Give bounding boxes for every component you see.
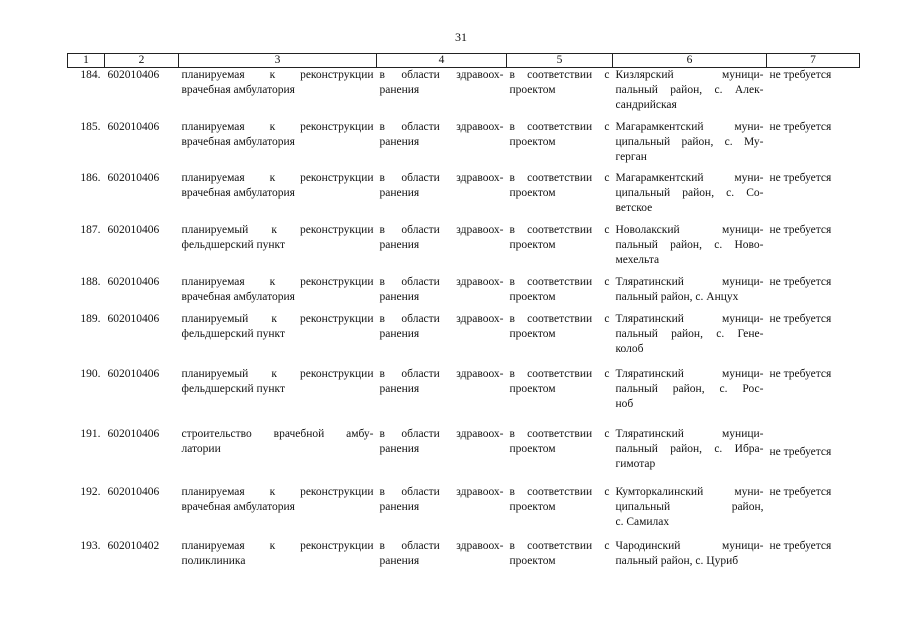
cell-line: гимотар — [615, 457, 656, 470]
table-row — [68, 427, 860, 485]
approval-note-text: не требуется — [769, 120, 832, 133]
object-location — [613, 171, 767, 223]
cell-line: в соответствии с — [509, 485, 610, 498]
cell-line: фельдшерский пункт — [181, 238, 285, 251]
cell-line: ветское — [615, 201, 653, 214]
cell-line: планируемая к реконструкции — [181, 275, 374, 288]
row-number-text: 193. — [80, 539, 101, 552]
table-row — [68, 223, 860, 275]
cell-line: ранения — [379, 84, 420, 96]
row-number — [68, 120, 105, 171]
object-code — [105, 223, 179, 275]
object-name — [179, 539, 377, 599]
cell-line: ранения — [379, 290, 420, 303]
col-header-6: 6 — [613, 54, 767, 68]
row-number-text: 186. — [80, 171, 101, 184]
approval-note-text: не требуется — [769, 312, 832, 325]
cell-line: в соответствии с — [509, 120, 610, 133]
cell-line: планируемая к реконструкции — [181, 69, 374, 81]
cell-line: пальный район, с. Алек- — [615, 84, 764, 96]
cell-line: ноб — [615, 397, 634, 410]
object-basis — [507, 367, 613, 427]
cell-line: проектом — [509, 135, 556, 148]
object-basis — [507, 68, 613, 120]
cell-line: планируемая к реконструкции — [181, 120, 374, 133]
object-basis — [507, 427, 613, 485]
cell-line: ранения — [379, 238, 420, 251]
cell-line: ципальный район, с. Му- — [615, 135, 764, 148]
object-code — [105, 427, 179, 485]
cell-line: в соответствии с — [509, 539, 610, 552]
object-name — [179, 68, 377, 120]
object-code — [105, 275, 179, 312]
approval-note — [767, 68, 860, 120]
cell-line: сандрийская — [615, 99, 677, 111]
object-area — [377, 68, 507, 120]
approval-note — [767, 171, 860, 223]
approval-note — [767, 367, 860, 427]
cell-line: проектом — [509, 238, 556, 251]
object-location — [613, 485, 767, 539]
row-number-text: 191. — [80, 427, 101, 440]
object-area — [377, 171, 507, 223]
cell-line: в области здравоох- — [379, 275, 504, 288]
col-header-4: 4 — [377, 54, 507, 68]
row-number-text: 187. — [80, 223, 101, 236]
object-name — [179, 223, 377, 275]
cell-line: планируемая к реконструкции — [181, 171, 374, 184]
cell-line: Тляратинский муници- — [615, 427, 764, 440]
cell-line: в соответствии с — [509, 312, 610, 325]
cell-line: пальный район, с. Цуриб — [615, 554, 739, 567]
object-location — [613, 539, 767, 599]
cell-line: пальный район, с. Ново- — [615, 238, 764, 251]
object-code-text: 602010406 — [107, 171, 160, 184]
object-area — [377, 539, 507, 599]
col-header-3: 3 — [179, 54, 377, 68]
cell-line: ранения — [379, 442, 420, 455]
object-code-text: 602010406 — [107, 69, 160, 81]
cell-line: ципальный район, — [615, 500, 764, 513]
object-area — [377, 312, 507, 367]
cell-line: мехельта — [615, 253, 660, 266]
object-area — [377, 427, 507, 485]
cell-line: Тляратинский муници- — [615, 312, 764, 325]
object-name — [179, 171, 377, 223]
cell-line: пальный район, с. Рос- — [615, 382, 764, 395]
approval-note-text: не требуется — [769, 275, 832, 288]
cell-line: врачебная амбулатория — [181, 135, 295, 148]
object-code-text: 602010406 — [107, 223, 160, 236]
object-name — [179, 427, 377, 485]
table-row — [68, 485, 860, 539]
table-row — [68, 367, 860, 427]
object-basis — [507, 539, 613, 599]
object-area — [377, 367, 507, 427]
approval-note — [767, 223, 860, 275]
table-row — [68, 120, 860, 171]
cell-line: планируемый к реконструкции — [181, 312, 374, 325]
approval-note-text: не требуется — [769, 171, 832, 184]
object-name — [179, 275, 377, 312]
table-row — [68, 68, 860, 120]
row-number-text: 190. — [80, 367, 101, 380]
row-number-text: 184. — [80, 69, 101, 81]
row-number — [68, 275, 105, 312]
cell-line: строительство врачебной амбу- — [181, 427, 374, 440]
cell-line: в соответствии с — [509, 275, 610, 288]
row-number — [68, 312, 105, 367]
approval-note-text: не требуется — [769, 485, 832, 498]
row-number-text: 188. — [80, 275, 101, 288]
row-number-text: 192. — [80, 485, 101, 498]
cell-line: Чародинский муници- — [615, 539, 764, 552]
cell-line: Новолакский муници- — [615, 223, 764, 236]
object-basis — [507, 120, 613, 171]
cell-line: проектом — [509, 290, 556, 303]
cell-line: в области здравоох- — [379, 69, 504, 81]
cell-line: Кизлярский муници- — [615, 69, 764, 81]
cell-line: пальный район, с. Ибра- — [615, 442, 764, 455]
cell-line: ципальный район, с. Со- — [615, 186, 764, 199]
cell-line: в области здравоох- — [379, 312, 504, 325]
cell-line: фельдшерский пункт — [181, 327, 285, 340]
cell-line: Магарамкентский муни- — [615, 120, 764, 133]
cell-line: фельдшерский пункт — [181, 382, 285, 395]
registry-table — [67, 53, 860, 599]
table-row — [68, 171, 860, 223]
object-location — [613, 275, 767, 312]
row-number — [68, 68, 105, 120]
object-area — [377, 223, 507, 275]
row-number-text: 185. — [80, 120, 101, 133]
approval-note — [767, 539, 860, 599]
row-number — [68, 223, 105, 275]
table-row — [68, 275, 860, 312]
cell-line: в области здравоох- — [379, 120, 504, 133]
object-code — [105, 68, 179, 120]
cell-line: Магарамкентский муни- — [615, 171, 764, 184]
approval-note-text: не требуется — [769, 69, 832, 81]
row-number — [68, 485, 105, 539]
table-row — [68, 539, 860, 599]
cell-line: пальный район, с. Гене- — [615, 327, 764, 340]
cell-line: проектом — [509, 554, 556, 567]
object-name — [179, 367, 377, 427]
cell-line: в соответствии с — [509, 171, 610, 184]
object-code — [105, 367, 179, 427]
object-code-text: 602010406 — [107, 275, 160, 288]
approval-note — [767, 312, 860, 367]
cell-line: планируемый к реконструкции — [181, 223, 374, 236]
object-area — [377, 485, 507, 539]
object-code-text: 602010402 — [107, 539, 160, 552]
cell-line: ранения — [379, 554, 420, 567]
table-row — [68, 312, 860, 367]
cell-line: проектом — [509, 84, 556, 96]
object-location — [613, 367, 767, 427]
cell-line: Кумторкалинский муни- — [615, 485, 764, 498]
cell-line: планируемая к реконструкции — [181, 485, 374, 498]
row-number — [68, 171, 105, 223]
cell-line: проектом — [509, 500, 556, 513]
row-number — [68, 539, 105, 599]
object-name — [179, 312, 377, 367]
object-code-text: 602010406 — [107, 427, 160, 440]
col-header-1: 1 — [68, 54, 105, 68]
cell-line: проектом — [509, 327, 556, 340]
approval-note — [767, 427, 860, 485]
cell-line: проектом — [509, 442, 556, 455]
approval-note-text: не требуется — [769, 223, 832, 236]
cell-line: ранения — [379, 135, 420, 148]
object-basis — [507, 275, 613, 312]
cell-line: поликлиника — [181, 554, 246, 567]
object-area — [377, 120, 507, 171]
cell-line: ранения — [379, 500, 420, 513]
cell-line: герган — [615, 150, 647, 163]
cell-line: врачебная амбулатория — [181, 290, 295, 303]
approval-note — [767, 485, 860, 539]
cell-line: в области здравоох- — [379, 427, 504, 440]
object-basis — [507, 312, 613, 367]
cell-line: врачебная амбулатория — [181, 84, 295, 96]
col-header-2: 2 — [105, 54, 179, 68]
object-name — [179, 485, 377, 539]
object-code — [105, 485, 179, 539]
col-header-7: 7 — [767, 54, 860, 68]
cell-line: в соответствии с — [509, 69, 610, 81]
object-location — [613, 223, 767, 275]
cell-line: в области здравоох- — [379, 539, 504, 552]
object-area — [377, 275, 507, 312]
cell-line: латории — [181, 442, 221, 455]
object-code-text: 602010406 — [107, 120, 160, 133]
object-code — [105, 171, 179, 223]
page-number: 31 — [455, 30, 467, 44]
cell-line: с. Самилах — [615, 515, 670, 528]
header-row — [68, 54, 860, 68]
approval-note-text: не требуется — [769, 445, 832, 458]
object-basis — [507, 223, 613, 275]
cell-line: в соответствии с — [509, 223, 610, 236]
cell-line: проектом — [509, 382, 556, 395]
cell-line: Тляратинский муници- — [615, 367, 764, 380]
cell-line: проектом — [509, 186, 556, 199]
row-number — [68, 427, 105, 485]
object-location — [613, 312, 767, 367]
object-code-text: 602010406 — [107, 312, 160, 325]
object-basis — [507, 485, 613, 539]
cell-line: в области здравоох- — [379, 485, 504, 498]
object-name — [179, 120, 377, 171]
cell-line: в соответствии с — [509, 367, 610, 380]
row-number-text: 189. — [80, 312, 101, 325]
cell-line: в соответствии с — [509, 427, 610, 440]
cell-line: пальный район, с. Анцух — [615, 290, 739, 303]
cell-line: врачебная амбулатория — [181, 500, 295, 513]
cell-line: ранения — [379, 186, 420, 199]
object-code — [105, 312, 179, 367]
approval-note-text: не требуется — [769, 539, 832, 552]
object-code — [105, 539, 179, 599]
cell-line: в области здравоох- — [379, 171, 504, 184]
cell-line: колоб — [615, 342, 644, 355]
col-header-5: 5 — [507, 54, 613, 68]
cell-line: ранения — [379, 382, 420, 395]
cell-line: планируемая к реконструкции — [181, 539, 374, 552]
cell-line: в области здравоох- — [379, 223, 504, 236]
cell-line: врачебная амбулатория — [181, 186, 295, 199]
cell-line: планируемый к реконструкции — [181, 367, 374, 380]
approval-note-text: не требуется — [769, 367, 832, 380]
object-location — [613, 427, 767, 485]
cell-line: Тляратинский муници- — [615, 275, 764, 288]
approval-note — [767, 275, 860, 312]
cell-line: ранения — [379, 327, 420, 340]
object-basis — [507, 171, 613, 223]
object-location — [613, 120, 767, 171]
approval-note — [767, 120, 860, 171]
object-code-text: 602010406 — [107, 367, 160, 380]
object-code-text: 602010406 — [107, 485, 160, 498]
object-code — [105, 120, 179, 171]
object-location — [613, 68, 767, 120]
cell-line: в области здравоох- — [379, 367, 504, 380]
row-number — [68, 367, 105, 427]
